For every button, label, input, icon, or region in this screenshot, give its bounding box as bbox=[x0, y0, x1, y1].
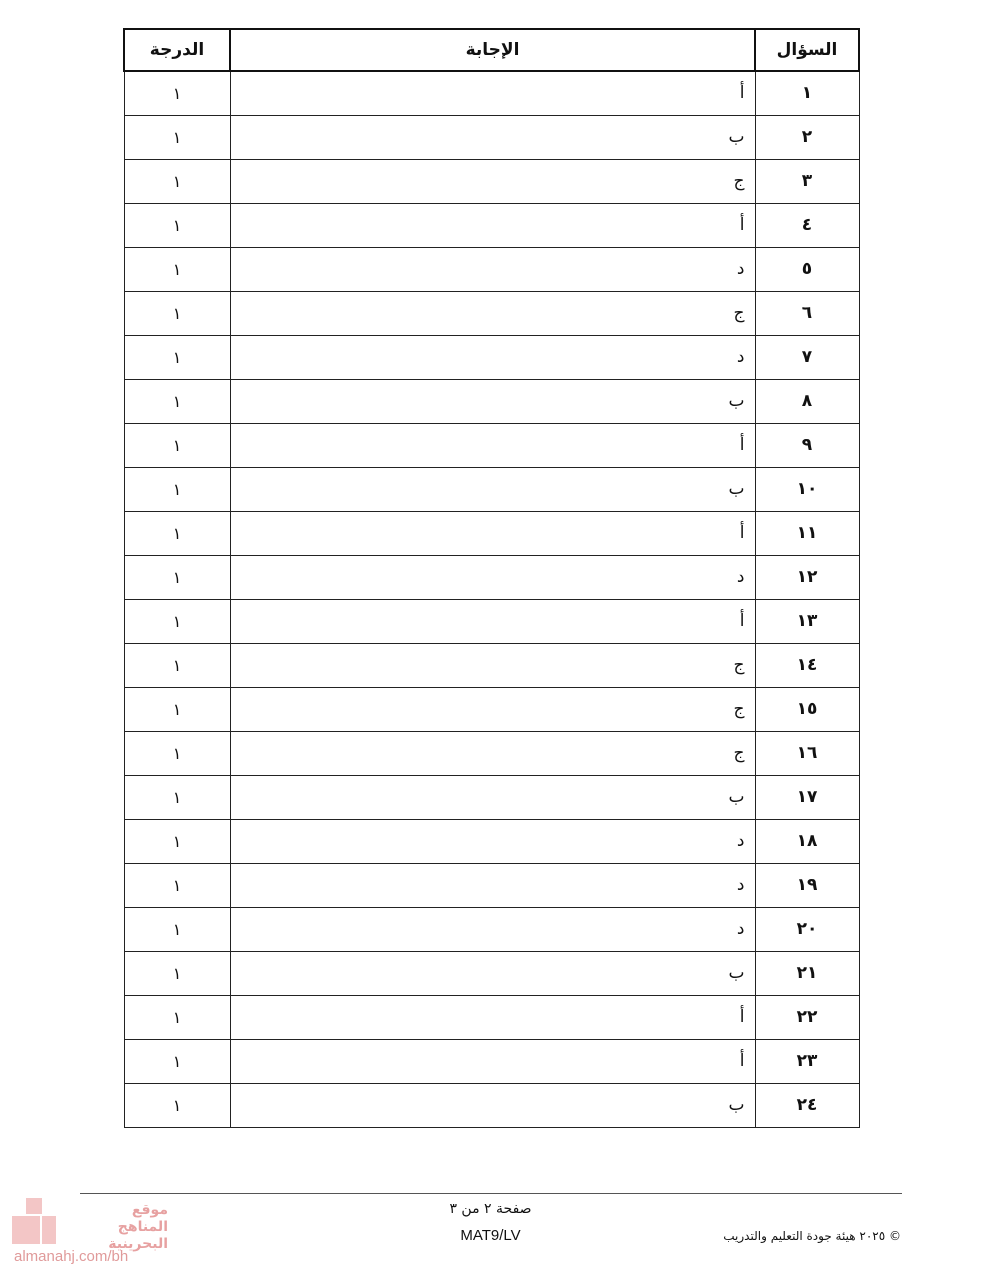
answer-choice: أ bbox=[230, 995, 755, 1039]
answer-choice: ج bbox=[230, 643, 755, 687]
grade-value: ١ bbox=[124, 951, 230, 995]
table-row bbox=[124, 863, 859, 907]
answer-choice: أ bbox=[230, 1039, 755, 1083]
logo-url: almanahj.com/bh bbox=[14, 1248, 129, 1265]
table-row bbox=[124, 379, 859, 423]
table-row bbox=[124, 291, 859, 335]
question-number: ١٩ bbox=[755, 863, 859, 907]
table-row bbox=[124, 467, 859, 511]
grade-value: ١ bbox=[124, 115, 230, 159]
grade-value: ١ bbox=[124, 159, 230, 203]
question-number: ٢٠ bbox=[755, 907, 859, 951]
question-number: ١٣ bbox=[755, 599, 859, 643]
answer-choice: أ bbox=[230, 511, 755, 555]
grade-value: ١ bbox=[124, 511, 230, 555]
grade-value: ١ bbox=[124, 863, 230, 907]
table-row bbox=[124, 995, 859, 1039]
question-number: ١١ bbox=[755, 511, 859, 555]
table-row bbox=[124, 599, 859, 643]
answer-choice: ب bbox=[230, 467, 755, 511]
grade-value: ١ bbox=[124, 995, 230, 1039]
answer-choice: ج bbox=[230, 731, 755, 775]
question-number: ٨ bbox=[755, 379, 859, 423]
table-row bbox=[124, 335, 859, 379]
table-row bbox=[124, 775, 859, 819]
answer-choice: ب bbox=[230, 1083, 755, 1127]
question-number: ١٨ bbox=[755, 819, 859, 863]
grade-value: ١ bbox=[124, 71, 230, 115]
question-number: ٢ bbox=[755, 115, 859, 159]
table-row bbox=[124, 555, 859, 599]
answer-choice: ج bbox=[230, 291, 755, 335]
footer-divider bbox=[80, 1193, 902, 1194]
table-row bbox=[124, 159, 859, 203]
grade-value: ١ bbox=[124, 467, 230, 511]
table-row bbox=[124, 423, 859, 467]
grade-value: ١ bbox=[124, 379, 230, 423]
grade-value: ١ bbox=[124, 599, 230, 643]
question-number: ١٢ bbox=[755, 555, 859, 599]
table-row bbox=[124, 951, 859, 995]
grade-value: ١ bbox=[124, 687, 230, 731]
grade-value: ١ bbox=[124, 1083, 230, 1127]
answer-choice: د bbox=[230, 247, 755, 291]
answer-choice: د bbox=[230, 335, 755, 379]
grade-value: ١ bbox=[124, 643, 230, 687]
answer-choice: د bbox=[230, 863, 755, 907]
page-number: صفحة ٢ من ٣ bbox=[449, 1201, 532, 1217]
document-code: MAT9/LV bbox=[460, 1227, 521, 1244]
grade-value: ١ bbox=[124, 907, 230, 951]
table-row bbox=[124, 643, 859, 687]
table-row bbox=[124, 203, 859, 247]
answer-choice: ج bbox=[230, 687, 755, 731]
table-row bbox=[124, 907, 859, 951]
site-watermark-logo bbox=[10, 1196, 170, 1276]
question-number: ٢٤ bbox=[755, 1083, 859, 1127]
question-number: ١٥ bbox=[755, 687, 859, 731]
answer-choice: د bbox=[230, 819, 755, 863]
question-number: ١٤ bbox=[755, 643, 859, 687]
table-row bbox=[124, 731, 859, 775]
question-number: ٣ bbox=[755, 159, 859, 203]
grade-header: الدرجة bbox=[124, 29, 230, 71]
grade-value: ١ bbox=[124, 291, 230, 335]
grade-value: ١ bbox=[124, 247, 230, 291]
question-number: ٥ bbox=[755, 247, 859, 291]
answer-rows bbox=[124, 71, 859, 1127]
question-number: ٦ bbox=[755, 291, 859, 335]
question-header: السؤال bbox=[755, 29, 859, 71]
answer-choice: أ bbox=[230, 203, 755, 247]
answer-choice: أ bbox=[230, 423, 755, 467]
grade-value: ١ bbox=[124, 1039, 230, 1083]
question-number: ٩ bbox=[755, 423, 859, 467]
answer-choice: د bbox=[230, 555, 755, 599]
answer-choice: ب bbox=[230, 115, 755, 159]
question-number: ١٦ bbox=[755, 731, 859, 775]
table-row bbox=[124, 511, 859, 555]
question-number: ٤ bbox=[755, 203, 859, 247]
logo-title: موقع المناهج البحرينية bbox=[108, 1202, 168, 1252]
table-row bbox=[124, 1039, 859, 1083]
grade-value: ١ bbox=[124, 555, 230, 599]
grade-value: ١ bbox=[124, 203, 230, 247]
question-number: ١ bbox=[755, 71, 859, 115]
answer-header: الإجابة bbox=[230, 29, 755, 71]
grade-value: ١ bbox=[124, 731, 230, 775]
answer-choice: ب bbox=[230, 951, 755, 995]
table-row bbox=[124, 1083, 859, 1127]
answer-choice: د bbox=[230, 907, 755, 951]
table-row bbox=[124, 819, 859, 863]
logo-squares-icon bbox=[12, 1198, 62, 1248]
table-header-row bbox=[124, 29, 859, 71]
copyright-notice: © ٢٠٢٥ هيئة جودة التعليم والتدريب bbox=[723, 1229, 901, 1243]
question-number: ١٠ bbox=[755, 467, 859, 511]
answer-choice: أ bbox=[230, 71, 755, 115]
question-number: ٢٢ bbox=[755, 995, 859, 1039]
table-row bbox=[124, 247, 859, 291]
grade-value: ١ bbox=[124, 335, 230, 379]
grade-value: ١ bbox=[124, 819, 230, 863]
question-number: ١٧ bbox=[755, 775, 859, 819]
grade-value: ١ bbox=[124, 423, 230, 467]
answer-choice: ب bbox=[230, 379, 755, 423]
question-number: ٧ bbox=[755, 335, 859, 379]
table-row bbox=[124, 687, 859, 731]
answer-choice: أ bbox=[230, 599, 755, 643]
table-row bbox=[124, 115, 859, 159]
grade-value: ١ bbox=[124, 775, 230, 819]
answer-choice: ج bbox=[230, 159, 755, 203]
question-number: ٢١ bbox=[755, 951, 859, 995]
table-row bbox=[124, 71, 859, 115]
answer-choice: ب bbox=[230, 775, 755, 819]
answer-key-table bbox=[123, 28, 860, 1128]
question-number: ٢٣ bbox=[755, 1039, 859, 1083]
